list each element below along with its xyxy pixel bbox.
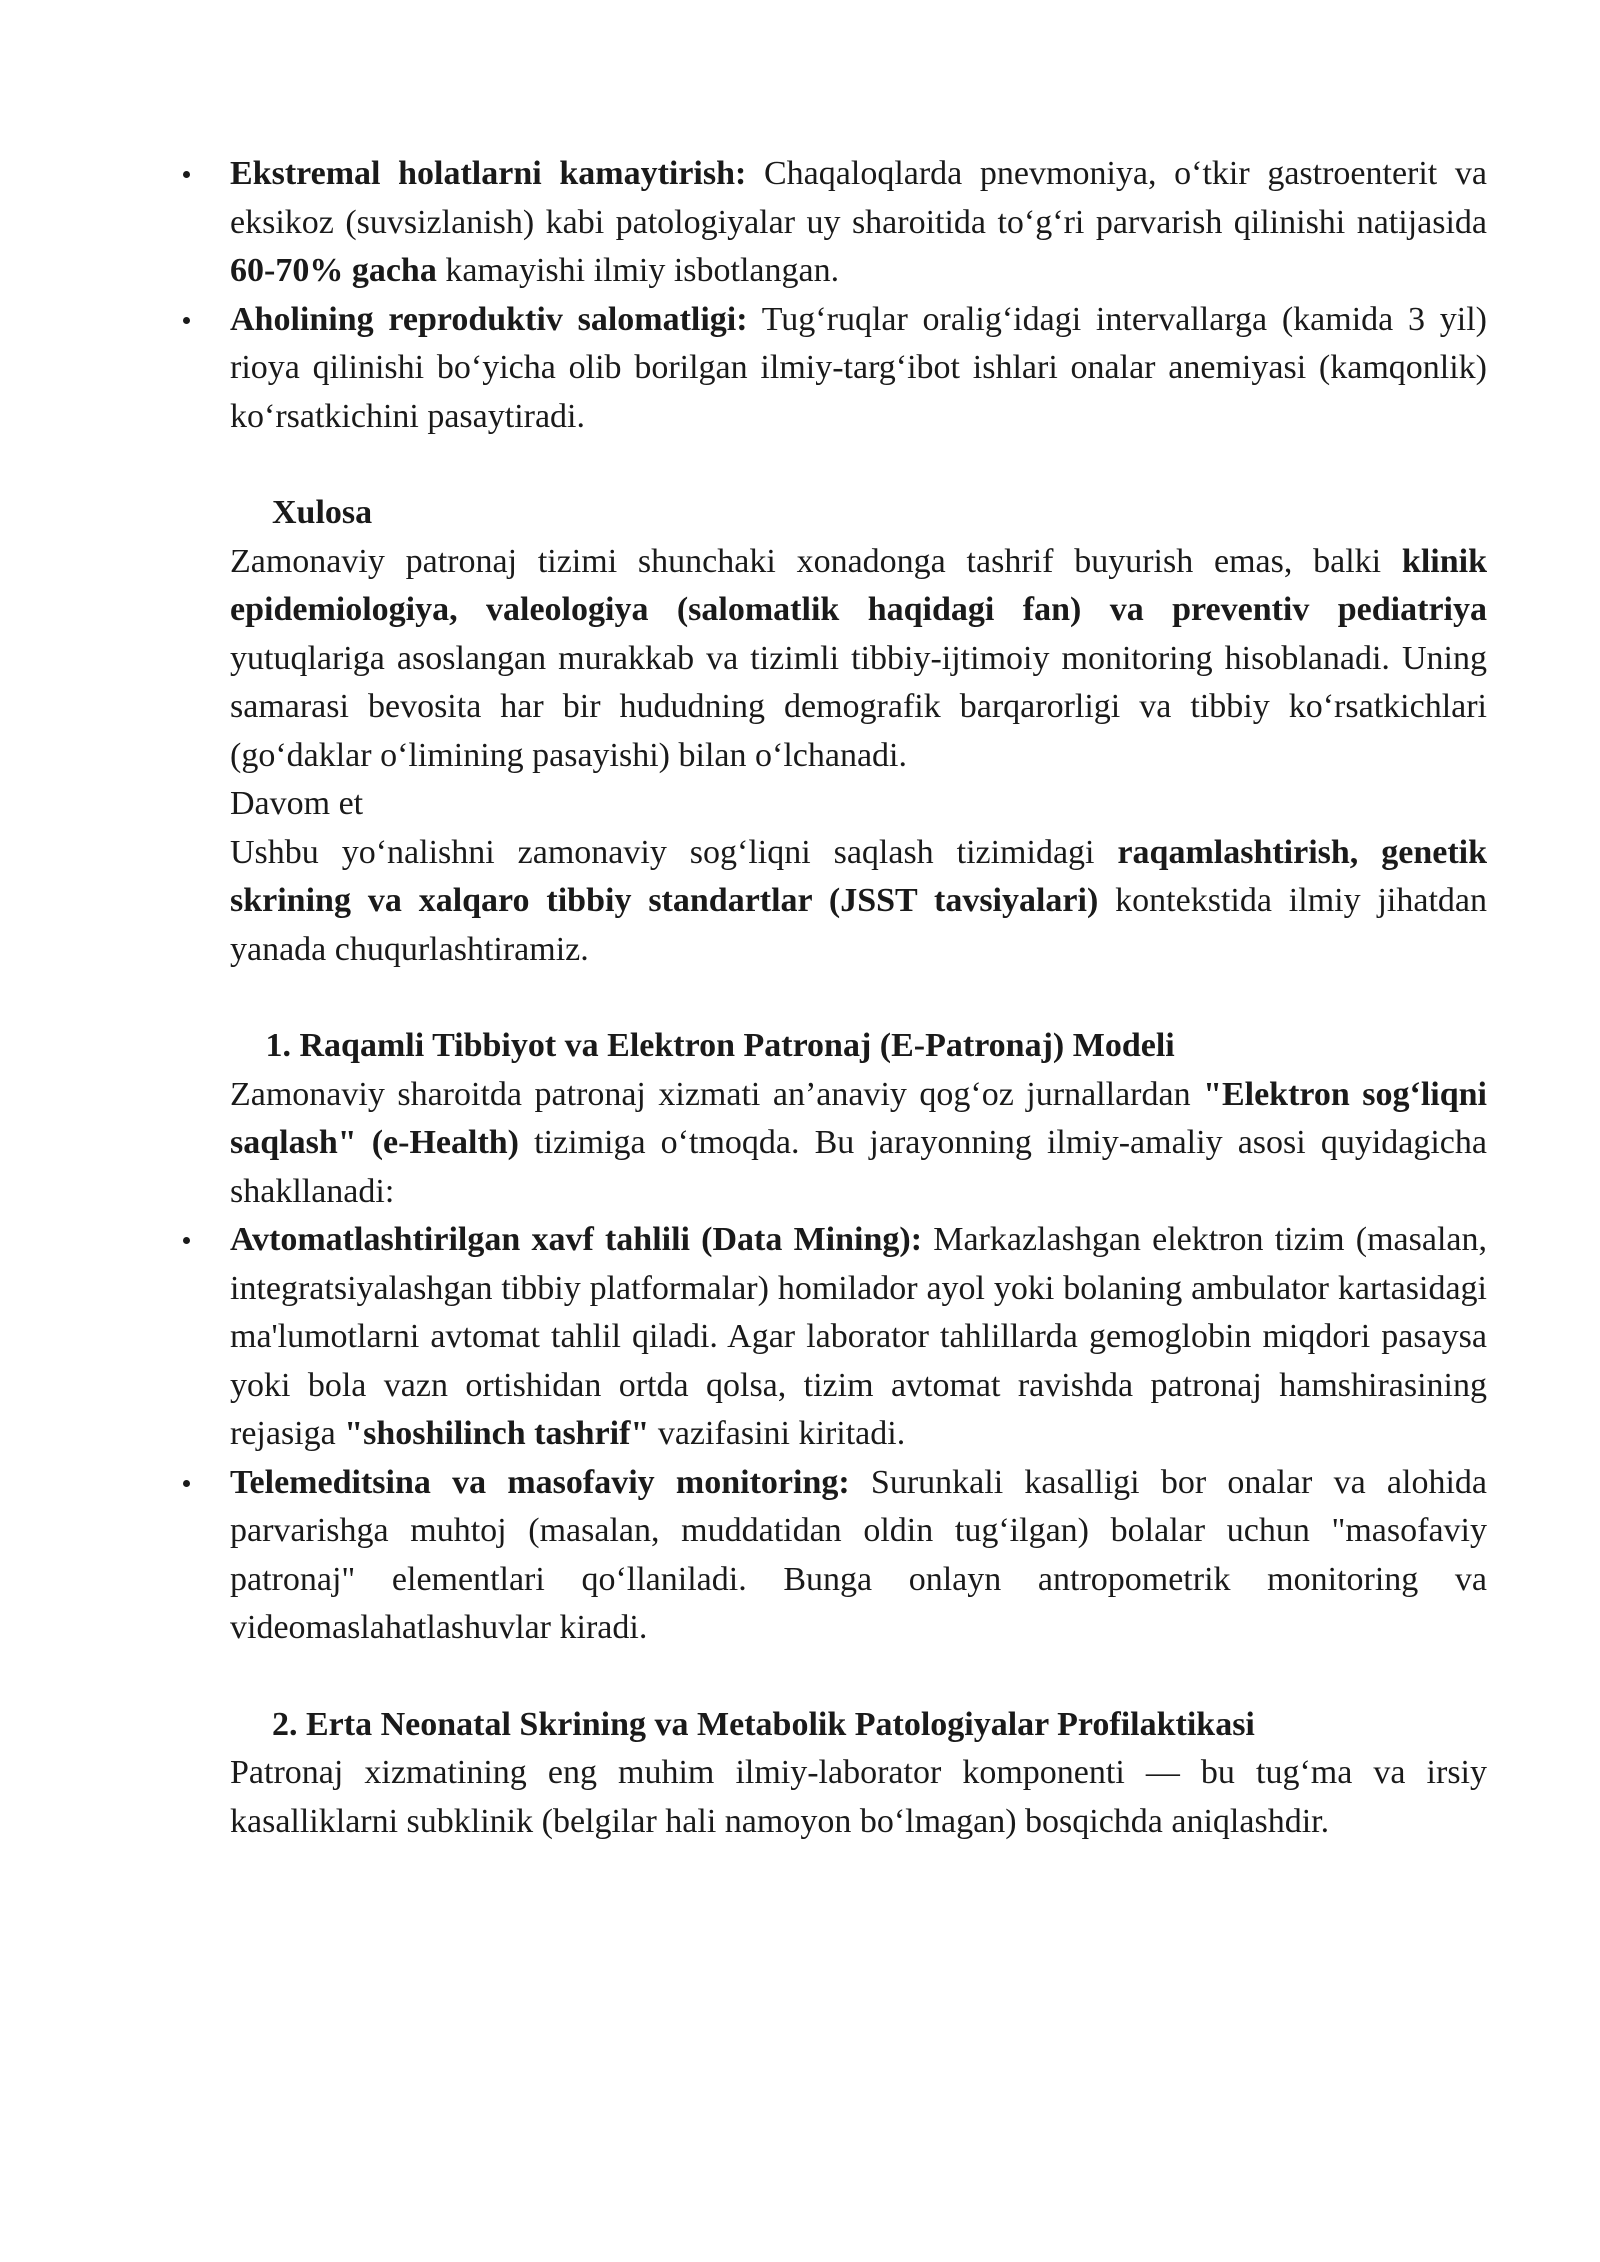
section-2-heading: 2. Erta Neonatal Skrining va Metabolik Patologiyalar Profilaktikasi — [272, 1705, 1255, 1743]
bullet-lead: Avtomatlashtirilgan xavf tahlili (Data Mining): — [230, 1221, 923, 1258]
xulosa-heading: Xulosa — [272, 494, 373, 531]
list-item: Ekstremal holatlarni kamaytirish: Chaqaloqlarda pnevmoniya, o‘tkir gastroenterit va eksikoz (suvsizlanish) kabi patologiyalar uy sharoitida to‘g‘ri parvarish qilinishi natijasida 60-70% gacha kamayishi ilmiy isbotlangan. — [230, 150, 1487, 296]
bullet-lead: Ekstremal holatlarni kamaytirish: — [230, 155, 747, 192]
list-item: Aholining reproduktiv salomatligi: Tug‘ruqlar oralig‘idagi intervallarga (kamida 3 yil) rioya qilinishi bo‘yicha olib borilgan ilmiy-targ‘ibot ishlari onalar anemiyasi (kamqonlik) ko‘rsatkichini pasaytiradi. — [230, 296, 1487, 442]
continue-label: Davom et — [230, 785, 364, 822]
bullet-lead: Aholining reproduktiv salomatligi: — [230, 300, 748, 338]
intro-paragraph: Ushbu yo‘nalishni zamonaviy sog‘liqni saqlash tizimidagi raqamlashtirish, genetik skrining va xalqaro tibbiy standartlar (JSST tavsiyalari) kontekstida ilmiy jihatdan yanada chuqurlashtiramiz. — [230, 833, 1488, 968]
section-1-heading: 1. Raqamli Tibbiyot va Elektron Patronaj (E-Patronaj) Modeli — [265, 1027, 1175, 1064]
list-item: Avtomatlashtirilgan xavf tahlili (Data Mining): Markazlashgan elektron tizim (masalan, integratsiyalashgan tibbiy platformalar) homilador ayol yoki bolaning ambulator kartasidagi ma'lumotlarni avtomat tahlil qiladi. Agar laborator tahlillarda gemoglobin miqdori pasaysa yoki bola vazn ortishidan ortda qolsa, tizim avtomat ravishda patronaj hamshirasining rejasiga "shoshilinch tashrif" vazifasini kiritadi. — [230, 1216, 1487, 1459]
top-bullet-list — [230, 150, 1487, 441]
xulosa-paragraph: Zamonaviy patronaj tizimi shunchaki xonadonga tashrif buyurish emas, balki klinik epidemiologiya, valeologiya (salomatlik haqidagi fan) va preventiv pediatriya yutuqlariga asoslangan murakkab va tizimli tibbiy-ijtimoiy monitoring hisoblanadi. Uning samarasi bevosita har bir hududning demografik barqarorligi va tibbiy ko‘rsatkichlari (go‘daklar o‘limining pasayishi) bilan o‘lchanadi. — [230, 542, 1487, 774]
list-item: Telemeditsina va masofaviy monitoring: Surunkali kasalligi bor onalar va alohida parvarishga muhtoj (masalan, muddatidan oldin tug‘ilgan) bolalar uchun "masofaviy patronaj" elementlari qo‘llaniladi. Bunga onlayn antropometrik monitoring va videomaslahatlashuvlar kiradi. — [230, 1459, 1487, 1653]
bullet-lead: Telemeditsina va masofaviy monitoring: — [230, 1463, 850, 1501]
section-2-paragraph: Patronaj xizmatining eng muhim ilmiy-laborator komponenti — bu tug‘ma va irsiy kasalliklarni subklinik (belgilar hali namoyon bo‘lmagan) bosqichda aniqlashdir. — [230, 1754, 1487, 1840]
section-1-paragraph: Zamonaviy sharoitda patronaj xizmati an’anaviy qog‘oz jurnallardan "Elektron sog‘liqni saqlash" (e-Health) tizimiga o‘tmoqda. Bu jarayonning ilmiy-amaliy asosi quyidagicha shakllanadi: — [230, 1075, 1488, 1210]
section-1-bullet-list — [230, 1216, 1487, 1653]
